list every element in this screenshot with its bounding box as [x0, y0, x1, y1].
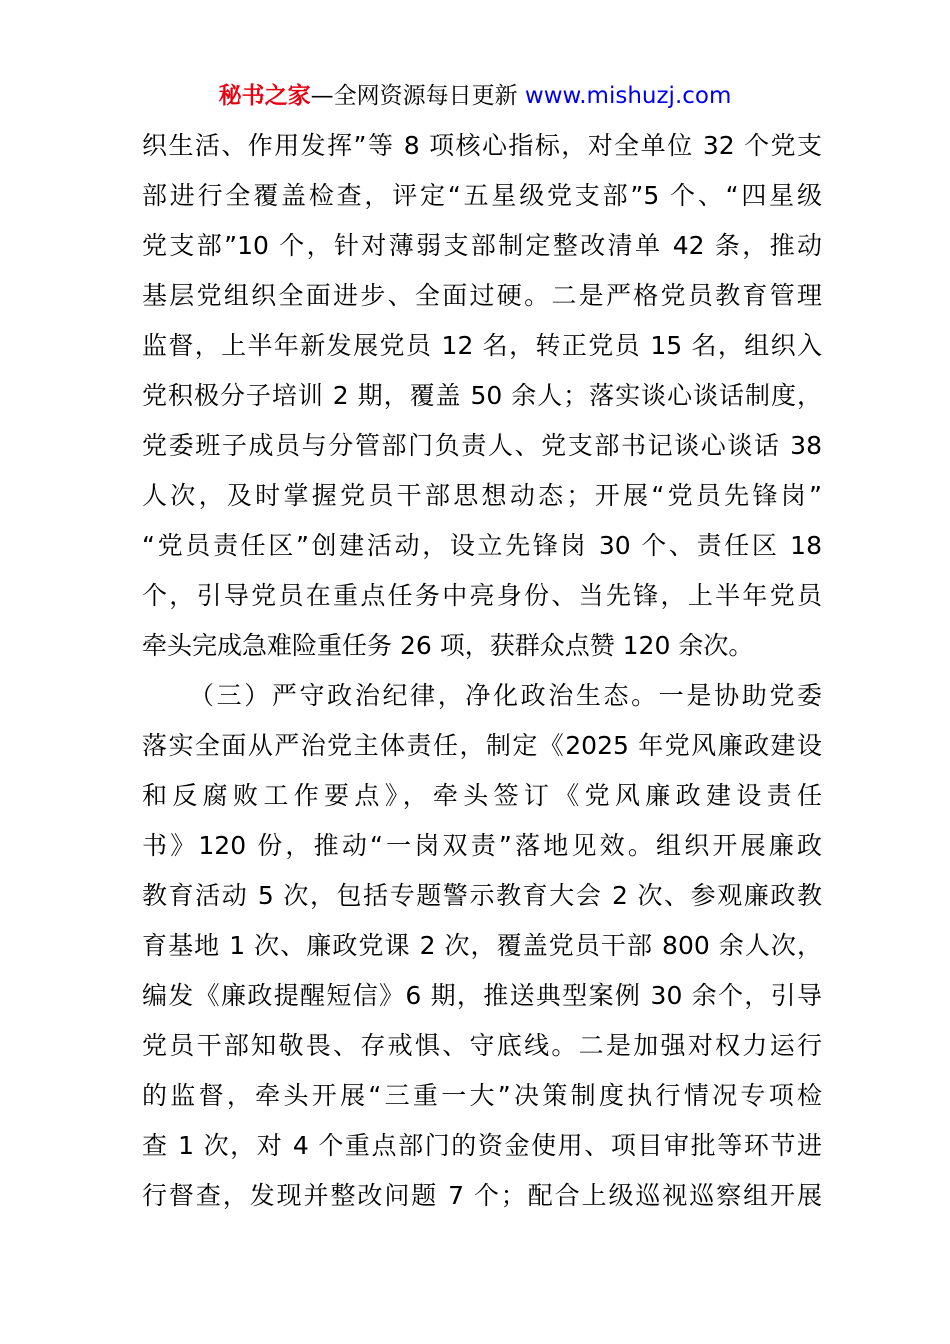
- site-brand: 秘书之家: [218, 83, 311, 109]
- text-line: 党积极分子培训 2 期，覆盖 50 余人；落实谈心谈话制度，: [142, 381, 822, 410]
- text-line: 编发《廉政提醒短信》6 期，推送典型案例 30 余个，引导: [142, 981, 822, 1010]
- text-line: 个，引导党员在重点任务中亮身份、当先锋，上半年党员: [142, 581, 822, 610]
- text-line: 行督查，发现并整改问题 7 个；配合上级巡视巡察组开展: [142, 1181, 822, 1210]
- text-line: 织生活、作用发挥”等 8 项核心指标，对全单位 32 个党支: [142, 131, 822, 160]
- section-heading-line: （三）严守政治纪律，净化政治生态。一是协助党委: [189, 681, 822, 710]
- text-line: 教育活动 5 次，包括专题警示教育大会 2 次、参观廉政教: [142, 881, 822, 910]
- text-line: 落实全面从严治党主体责任，制定《2025 年党风廉政建设: [142, 731, 822, 760]
- text-line: 人次，及时掌握党员干部思想动态；开展“党员先锋岗”: [142, 481, 822, 510]
- text-line: 查 1 次，对 4 个重点部门的资金使用、项目审批等环节进: [142, 1131, 822, 1160]
- text-line: 部进行全覆盖检查，评定“五星级党支部”5 个、“四星级: [142, 181, 822, 210]
- site-header: [0, 80, 950, 112]
- text-line: 党委班子成员与分管部门负责人、党支部书记谈心谈话 38: [142, 431, 822, 460]
- text-line: 监督，上半年新发展党员 12 名，转正党员 15 名，组织入: [142, 331, 822, 360]
- site-tagline: —全网资源每日更新: [310, 83, 525, 109]
- paragraph-end-line: 牵头完成急难险重任务 26 项，获群众点赞 120 余次。: [142, 631, 754, 660]
- document-body: [142, 126, 822, 1226]
- text-line: 书》120 份，推动“一岗双责”落地见效。组织开展廉政: [142, 831, 822, 860]
- text-line: 党支部”10 个，针对薄弱支部制定整改清单 42 条，推动: [142, 231, 822, 260]
- text-line: 育基地 1 次、廉政党课 2 次，覆盖党员干部 800 余人次，: [142, 931, 822, 960]
- text-line: 党员干部知敬畏、存戒惧、守底线。二是加强对权力运行: [142, 1031, 822, 1060]
- text-line: 和反腐败工作要点》，牵头签订《党风廉政建设责任: [142, 781, 822, 810]
- site-url-link[interactable]: www.mishuzj.com: [524, 83, 732, 109]
- text-line: 的监督，牵头开展“三重一大”决策制度执行情况专项检: [142, 1081, 822, 1110]
- text-line: 基层党组织全面进步、全面过硬。二是严格党员教育管理: [142, 281, 822, 310]
- text-line: “党员责任区”创建活动，设立先锋岗 30 个、责任区 18: [142, 531, 822, 560]
